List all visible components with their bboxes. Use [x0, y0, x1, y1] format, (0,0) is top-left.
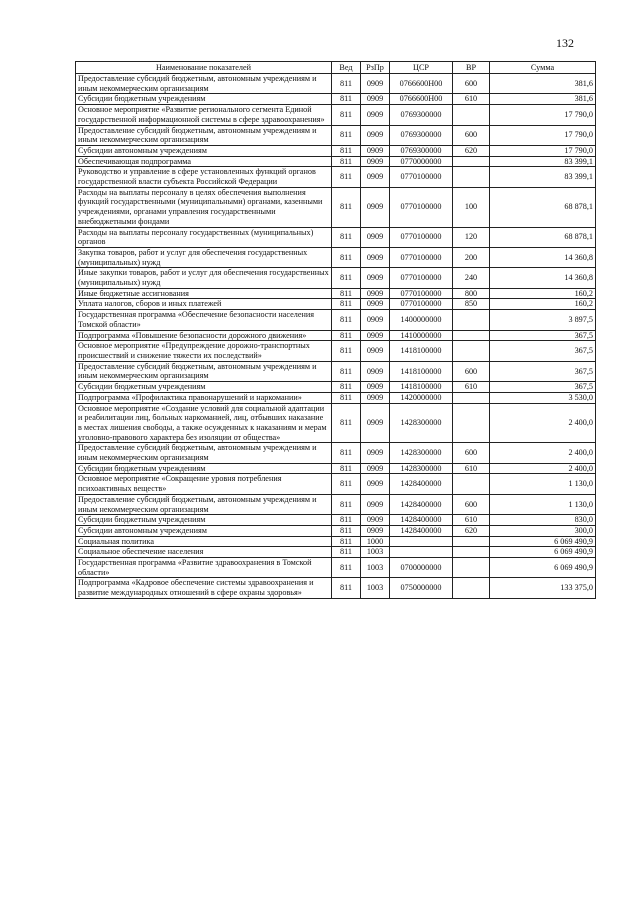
table-row [76, 105, 596, 125]
table-row [76, 547, 596, 558]
cell-csr: 0770100000 [390, 288, 453, 299]
cell-vr: 600 [453, 125, 490, 145]
cell-vr [453, 341, 490, 361]
cell-csr: 0770100000 [390, 167, 453, 187]
cell-sum: 367,5 [490, 330, 596, 341]
cell-name: Субсидии автономным учреждениям [76, 145, 332, 156]
cell-csr: 1428400000 [390, 474, 453, 494]
table-row [76, 74, 596, 94]
header-vr: ВР [453, 62, 490, 74]
cell-ved: 811 [332, 330, 361, 341]
cell-name: Государственная программа «Обеспечение безопасности населения Томской области» [76, 310, 332, 330]
cell-csr: 0769300000 [390, 145, 453, 156]
cell-ved: 811 [332, 443, 361, 463]
cell-vr [453, 167, 490, 187]
cell-name: Подпрограмма «Повышение безопасности дорожного движения» [76, 330, 332, 341]
cell-rzpr: 0909 [361, 156, 390, 167]
cell-sum: 3 897,5 [490, 310, 596, 330]
cell-sum: 160,2 [490, 299, 596, 310]
cell-ved: 811 [332, 463, 361, 474]
cell-vr: 600 [453, 74, 490, 94]
cell-vr [453, 392, 490, 403]
cell-sum: 83 399,1 [490, 167, 596, 187]
cell-vr: 240 [453, 268, 490, 288]
cell-ved: 811 [332, 299, 361, 310]
cell-ved: 811 [332, 382, 361, 393]
cell-vr: 600 [453, 361, 490, 381]
cell-name: Субсидии бюджетным учреждениям [76, 382, 332, 393]
cell-name: Руководство и управление в сфере установленных функций органов государственной власти субъекта Российской Федерации [76, 167, 332, 187]
cell-rzpr: 0909 [361, 299, 390, 310]
cell-rzpr: 0909 [361, 463, 390, 474]
page-number: 132 [556, 36, 574, 50]
cell-name: Социальное обеспечение населения [76, 547, 332, 558]
cell-rzpr: 1003 [361, 547, 390, 558]
cell-sum: 2 400,0 [490, 403, 596, 443]
table-row [76, 392, 596, 403]
cell-vr: 610 [453, 382, 490, 393]
cell-sum: 14 360,8 [490, 247, 596, 267]
cell-csr [390, 547, 453, 558]
cell-name: Обеспечивающая подпрограмма [76, 156, 332, 167]
table-row [76, 515, 596, 526]
cell-csr: 0750000000 [390, 578, 453, 598]
cell-name: Основное мероприятие «Сокращение уровня потребления психоактивных веществ» [76, 474, 332, 494]
cell-csr [390, 536, 453, 547]
cell-vr: 610 [453, 463, 490, 474]
cell-rzpr: 0909 [361, 187, 390, 227]
cell-csr: 0770100000 [390, 299, 453, 310]
cell-sum: 160,2 [490, 288, 596, 299]
cell-sum: 68 878,1 [490, 187, 596, 227]
cell-csr: 0770100000 [390, 227, 453, 247]
cell-ved: 811 [332, 403, 361, 443]
cell-vr: 850 [453, 299, 490, 310]
cell-rzpr: 0909 [361, 74, 390, 94]
cell-ved: 811 [332, 94, 361, 105]
cell-vr: 620 [453, 525, 490, 536]
budget-table [75, 61, 596, 599]
cell-vr [453, 330, 490, 341]
cell-vr [453, 105, 490, 125]
cell-name: Субсидии бюджетным учреждениям [76, 463, 332, 474]
cell-rzpr: 0909 [361, 392, 390, 403]
cell-ved: 811 [332, 268, 361, 288]
cell-name: Социальная политика [76, 536, 332, 547]
cell-name: Предоставление субсидий бюджетным, автономным учреждениям и иным некоммерческим организациям [76, 361, 332, 381]
cell-csr: 1428300000 [390, 463, 453, 474]
cell-csr: 0769300000 [390, 125, 453, 145]
cell-name: Подпрограмма «Кадровое обеспечение системы здравоохранения и развитие международных отношений в сфере охраны здоровья» [76, 578, 332, 598]
cell-sum: 14 360,8 [490, 268, 596, 288]
cell-sum: 2 400,0 [490, 443, 596, 463]
cell-csr: 0769300000 [390, 105, 453, 125]
header-sum: Сумма [490, 62, 596, 74]
cell-rzpr: 0909 [361, 288, 390, 299]
table-row [76, 382, 596, 393]
cell-csr: 0770000000 [390, 156, 453, 167]
cell-ved: 811 [332, 536, 361, 547]
cell-ved: 811 [332, 392, 361, 403]
table-row [76, 187, 596, 227]
cell-rzpr: 0909 [361, 125, 390, 145]
cell-rzpr: 0909 [361, 341, 390, 361]
table-row [76, 299, 596, 310]
cell-ved: 811 [332, 156, 361, 167]
table-body [76, 74, 596, 599]
table-row [76, 167, 596, 187]
header-ved: Вед [332, 62, 361, 74]
table-row [76, 494, 596, 514]
cell-csr: 1428300000 [390, 403, 453, 443]
cell-vr [453, 558, 490, 578]
table-row [76, 578, 596, 598]
cell-rzpr: 1003 [361, 578, 390, 598]
cell-name: Уплата налогов, сборов и иных платежей [76, 299, 332, 310]
cell-ved: 811 [332, 525, 361, 536]
cell-sum: 68 878,1 [490, 227, 596, 247]
table-row [76, 341, 596, 361]
cell-sum: 6 069 490,9 [490, 547, 596, 558]
cell-csr: 1428400000 [390, 525, 453, 536]
cell-name: Субсидии автономным учреждениям [76, 525, 332, 536]
table-row [76, 310, 596, 330]
cell-sum: 381,6 [490, 74, 596, 94]
cell-vr [453, 403, 490, 443]
cell-csr: 0766600Н00 [390, 74, 453, 94]
cell-vr [453, 547, 490, 558]
cell-ved: 811 [332, 547, 361, 558]
cell-csr: 1428400000 [390, 494, 453, 514]
cell-rzpr: 0909 [361, 145, 390, 156]
table-row [76, 145, 596, 156]
cell-sum: 367,5 [490, 361, 596, 381]
table-row [76, 288, 596, 299]
table-row [76, 474, 596, 494]
cell-csr: 1420000000 [390, 392, 453, 403]
cell-ved: 811 [332, 125, 361, 145]
cell-ved: 811 [332, 310, 361, 330]
cell-ved: 811 [332, 361, 361, 381]
cell-ved: 811 [332, 578, 361, 598]
cell-ved: 811 [332, 341, 361, 361]
table-row [76, 227, 596, 247]
cell-csr: 1410000000 [390, 330, 453, 341]
cell-csr: 1428400000 [390, 515, 453, 526]
cell-sum: 830,0 [490, 515, 596, 526]
cell-vr: 120 [453, 227, 490, 247]
cell-name: Закупка товаров, работ и услуг для обеспечения государственных (муниципальных) нужд [76, 247, 332, 267]
cell-ved: 811 [332, 74, 361, 94]
cell-vr [453, 578, 490, 598]
cell-name: Государственная программа «Развитие здравоохранения в Томской области» [76, 558, 332, 578]
cell-vr: 100 [453, 187, 490, 227]
cell-rzpr: 0909 [361, 247, 390, 267]
cell-name: Подпрограмма «Профилактика правонарушений и наркомании» [76, 392, 332, 403]
cell-sum: 17 790,0 [490, 145, 596, 156]
cell-sum: 367,5 [490, 341, 596, 361]
table-row [76, 536, 596, 547]
cell-csr: 0700000000 [390, 558, 453, 578]
cell-rzpr: 0909 [361, 443, 390, 463]
table-row [76, 403, 596, 443]
cell-ved: 811 [332, 515, 361, 526]
cell-vr [453, 536, 490, 547]
cell-rzpr: 0909 [361, 94, 390, 105]
cell-vr: 610 [453, 515, 490, 526]
cell-ved: 811 [332, 558, 361, 578]
cell-csr: 1418100000 [390, 382, 453, 393]
table-row [76, 361, 596, 381]
cell-sum: 1 130,0 [490, 494, 596, 514]
cell-sum: 381,6 [490, 94, 596, 105]
header-rzpr: РзПр [361, 62, 390, 74]
cell-name: Предоставление субсидий бюджетным, автономным учреждениям и иным некоммерческим организациям [76, 125, 332, 145]
cell-ved: 811 [332, 288, 361, 299]
cell-name: Субсидии бюджетным учреждениям [76, 515, 332, 526]
cell-csr: 0766600Н00 [390, 94, 453, 105]
cell-sum: 2 400,0 [490, 463, 596, 474]
header-csr: ЦСР [390, 62, 453, 74]
cell-sum: 133 375,0 [490, 578, 596, 598]
cell-rzpr: 0909 [361, 330, 390, 341]
cell-sum: 17 790,0 [490, 125, 596, 145]
table-row [76, 443, 596, 463]
cell-rzpr: 0909 [361, 227, 390, 247]
cell-rzpr: 0909 [361, 525, 390, 536]
cell-rzpr: 0909 [361, 167, 390, 187]
table-row [76, 268, 596, 288]
cell-vr: 200 [453, 247, 490, 267]
cell-ved: 811 [332, 187, 361, 227]
cell-name: Предоставление субсидий бюджетным, автономным учреждениям и иным некоммерческим организациям [76, 494, 332, 514]
table-row [76, 463, 596, 474]
cell-vr: 610 [453, 94, 490, 105]
cell-name: Субсидии бюджетным учреждениям [76, 94, 332, 105]
cell-rzpr: 1000 [361, 536, 390, 547]
cell-name: Предоставление субсидий бюджетным, автономным учреждениям и иным некоммерческим организациям [76, 443, 332, 463]
table-row [76, 330, 596, 341]
cell-rzpr: 0909 [361, 361, 390, 381]
cell-vr [453, 310, 490, 330]
cell-csr: 0770100000 [390, 187, 453, 227]
cell-vr: 600 [453, 443, 490, 463]
cell-rzpr: 0909 [361, 268, 390, 288]
table-row [76, 125, 596, 145]
cell-vr: 620 [453, 145, 490, 156]
cell-ved: 811 [332, 474, 361, 494]
cell-ved: 811 [332, 227, 361, 247]
cell-name: Расходы на выплаты персоналу государственных (муниципальных) органов [76, 227, 332, 247]
cell-rzpr: 1003 [361, 558, 390, 578]
cell-ved: 811 [332, 145, 361, 156]
table-row [76, 247, 596, 267]
cell-ved: 811 [332, 494, 361, 514]
cell-ved: 811 [332, 105, 361, 125]
cell-name: Расходы на выплаты персоналу в целях обеспечения выполнения функций государственными (муниципальными) органами, казенными учреждениями, органами управления государственными внебюджетными фондами [76, 187, 332, 227]
cell-rzpr: 0909 [361, 310, 390, 330]
cell-sum: 17 790,0 [490, 105, 596, 125]
table-header-row [76, 62, 596, 74]
cell-sum: 83 399,1 [490, 156, 596, 167]
cell-name: Иные закупки товаров, работ и услуг для обеспечения государственных (муниципальных) нужд [76, 268, 332, 288]
cell-rzpr: 0909 [361, 382, 390, 393]
cell-sum: 367,5 [490, 382, 596, 393]
cell-rzpr: 0909 [361, 494, 390, 514]
cell-name: Основное мероприятие «Развитие регионального сегмента Единой государственной информационной системы в сфере здравоохранения» [76, 105, 332, 125]
cell-rzpr: 0909 [361, 474, 390, 494]
cell-vr: 800 [453, 288, 490, 299]
cell-ved: 811 [332, 167, 361, 187]
cell-rzpr: 0909 [361, 105, 390, 125]
cell-vr [453, 156, 490, 167]
table-row [76, 94, 596, 105]
cell-name: Основное мероприятие «Предупреждение дорожно-транспортных происшествий и снижение тяжести их последствий» [76, 341, 332, 361]
cell-vr [453, 474, 490, 494]
cell-sum: 6 069 490,9 [490, 536, 596, 547]
cell-csr: 0770100000 [390, 268, 453, 288]
cell-name: Иные бюджетные ассигнования [76, 288, 332, 299]
header-name: Наименование показателей [76, 62, 332, 74]
cell-csr: 0770100000 [390, 247, 453, 267]
cell-sum: 6 069 490,9 [490, 558, 596, 578]
cell-name: Основное мероприятие «Создание условий для социальной адаптации и реабилитации лиц, больных наркоманией, лиц, отбывших наказание в местах лишения свободы, а также осужденных к наказаниям и мерам уголовно-правового характера без изоляции от общества» [76, 403, 332, 443]
cell-rzpr: 0909 [361, 403, 390, 443]
cell-sum: 3 530,0 [490, 392, 596, 403]
table-row [76, 156, 596, 167]
cell-sum: 300,0 [490, 525, 596, 536]
table-row [76, 525, 596, 536]
cell-name: Предоставление субсидий бюджетным, автономным учреждениям и иным некоммерческим организациям [76, 74, 332, 94]
cell-rzpr: 0909 [361, 515, 390, 526]
cell-csr: 1418100000 [390, 341, 453, 361]
table-row [76, 558, 596, 578]
cell-csr: 1428300000 [390, 443, 453, 463]
cell-csr: 1418100000 [390, 361, 453, 381]
cell-sum: 1 130,0 [490, 474, 596, 494]
cell-ved: 811 [332, 247, 361, 267]
cell-csr: 1400000000 [390, 310, 453, 330]
cell-vr: 600 [453, 494, 490, 514]
